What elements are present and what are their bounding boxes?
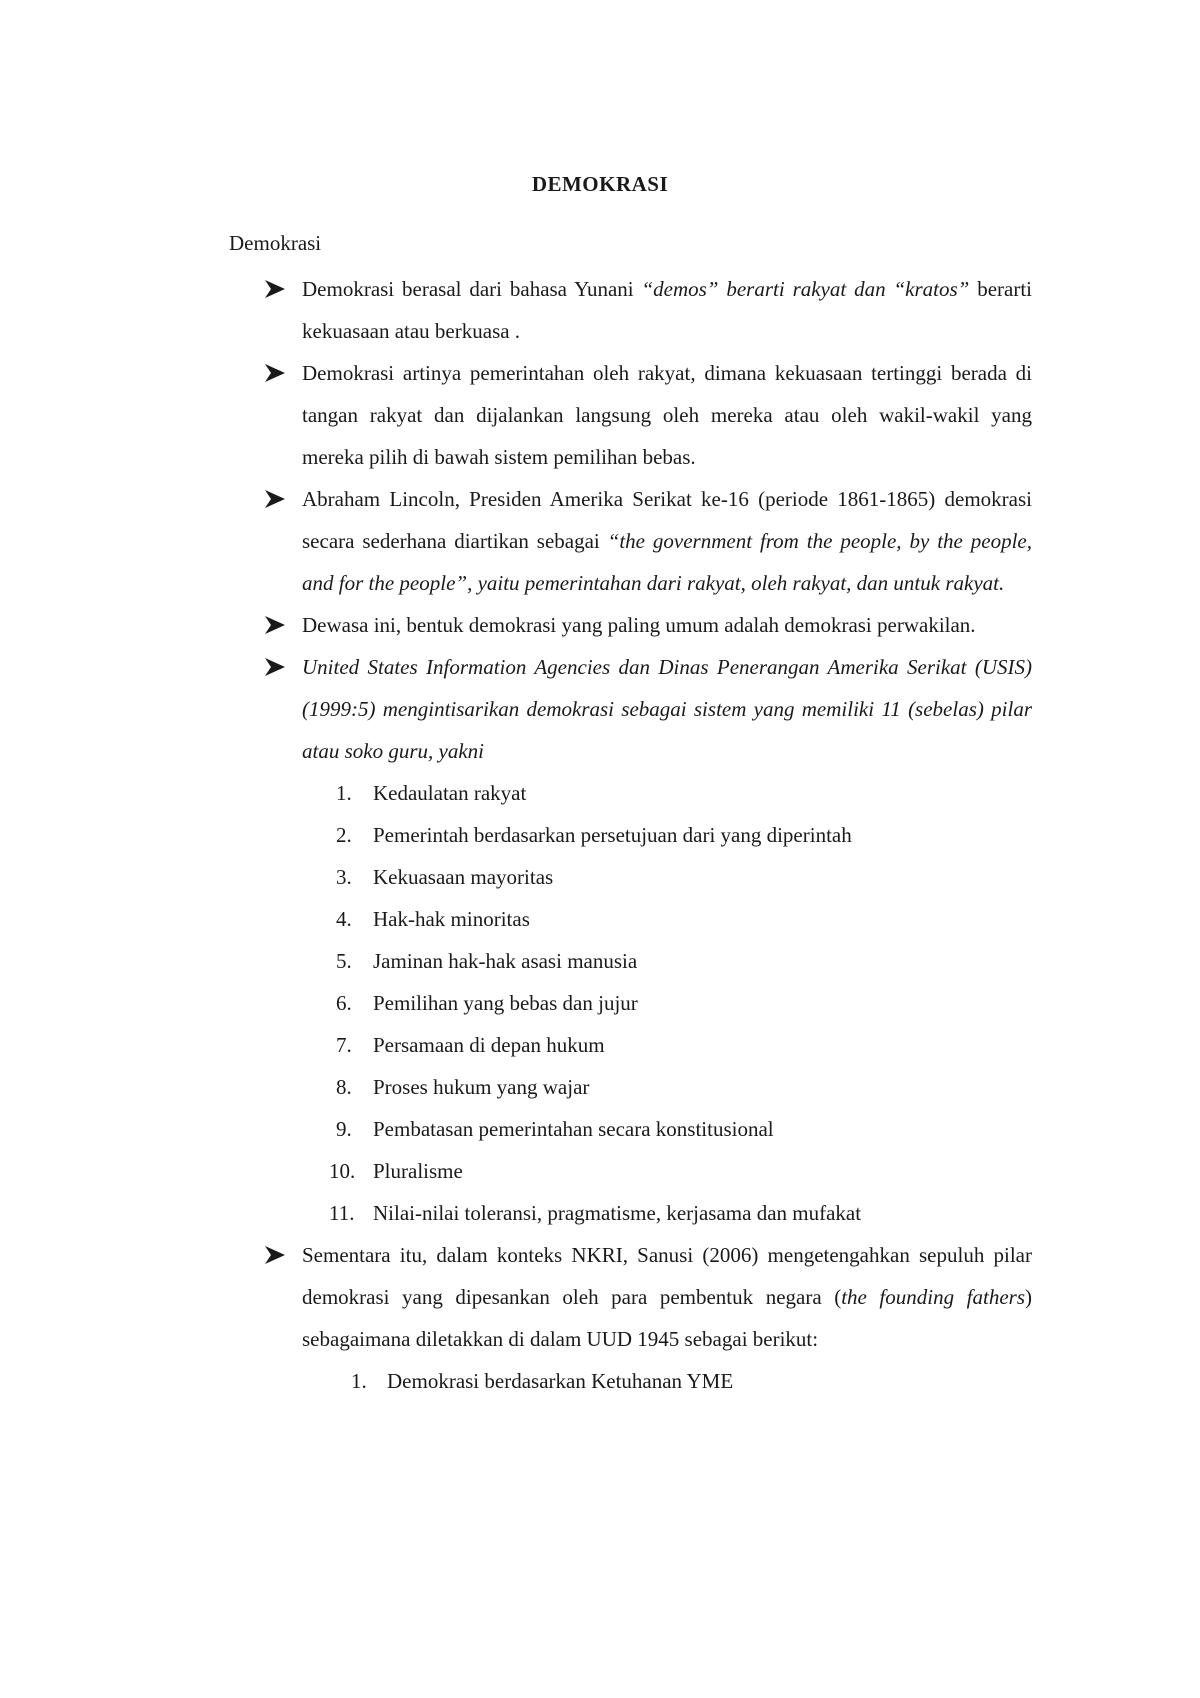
text-run-italic: “the government from the people, by the people, and for the people”, yaitu pemerintahan dari rakyat, oleh rakyat, dan untuk rakyat. [302, 529, 1032, 595]
bullet-text [302, 487, 1032, 595]
list-item-text: Persamaan di depan hukum [373, 1033, 605, 1057]
bullet-item [264, 268, 1032, 352]
bullet-text [302, 613, 976, 637]
bullet-item [264, 604, 1032, 646]
list-item [264, 1192, 1032, 1234]
list-number: 7. [336, 1033, 352, 1057]
list-item-text: Pemilihan yang bebas dan jujur [373, 991, 638, 1015]
arrowhead-bullet-icon [264, 352, 288, 394]
list-item [264, 1360, 1032, 1402]
arrowhead-bullet-icon [264, 268, 288, 310]
list-number: 1. [351, 1369, 367, 1393]
bullet-item [264, 478, 1032, 604]
bullet-item [264, 352, 1032, 478]
list-number: 10. [329, 1159, 356, 1183]
text-run: Dewasa ini, bentuk demokrasi yang paling umum adalah demokrasi perwakilan. [302, 613, 976, 637]
section-heading: Demokrasi [229, 231, 322, 255]
list-item [264, 814, 1032, 856]
list-number: 11. [329, 1201, 355, 1225]
text-run: Abraham Lincoln, Presiden Amerika Serikat ke-16 (periode 1861-1865) demokrasi secara sederhana diartikan sebagai [302, 487, 1032, 553]
list-item [264, 1108, 1032, 1150]
list-item-text: Kedaulatan rakyat [373, 781, 527, 805]
list-number: 4. [336, 907, 352, 931]
arrowhead-bullet-icon [264, 1234, 288, 1276]
list-number: 3. [336, 865, 352, 889]
list-item-text: Nilai-nilai toleransi, pragmatisme, kerjasama dan mufakat [373, 1201, 862, 1225]
text-run-italic: “demos” berarti rakyat dan “kratos” [641, 277, 970, 301]
list-item-text: Jaminan hak-hak asasi manusia [373, 949, 638, 973]
arrowhead-bullet-icon [264, 478, 288, 520]
list-number: 1. [336, 781, 352, 805]
list-item-text: Kekuasaan mayoritas [373, 865, 554, 889]
list-number: 5. [336, 949, 352, 973]
numbered-list-container [264, 1360, 1032, 1402]
list-item [264, 1150, 1032, 1192]
list-item [264, 940, 1032, 982]
bullet-text [302, 361, 1032, 469]
bullet-text [302, 1243, 1032, 1351]
list-item-text: Pemerintah berdasarkan persetujuan dari yang diperintah [373, 823, 852, 847]
page-title: DEMOKRASI [531, 172, 669, 196]
list-item-text: Pembatasan pemerintahan secara konstitusional [373, 1117, 774, 1141]
bullet-item [264, 1234, 1032, 1360]
list-item [264, 898, 1032, 940]
bullet-item [264, 646, 1032, 772]
list-number: 9. [336, 1117, 352, 1141]
text-run: ) sebagaimana diletakkan di dalam UUD 1945 sebagai berikut: [302, 1285, 1032, 1351]
list-item [264, 856, 1032, 898]
list-item [264, 772, 1032, 814]
text-run: berarti kekuasaan atau berkuasa . [302, 277, 1032, 343]
text-run-italic: United States Information Agencies dan Dinas Penerangan Amerika Serikat (USIS) (1999:5) mengintisarikan demokrasi sebagai sistem yang memiliki 11 (sebelas) pilar atau soko guru, yakni [302, 655, 1032, 763]
list-item [264, 1066, 1032, 1108]
founding-pillars-list [264, 1360, 1032, 1402]
list-item-text: Proses hukum yang wajar [373, 1075, 590, 1099]
text-run: Demokrasi berasal dari bahasa Yunani [302, 277, 642, 301]
arrowhead-bullet-icon [264, 646, 288, 688]
list-item-text: Hak-hak minoritas [373, 907, 530, 931]
list-item-text: Demokrasi berdasarkan Ketuhanan YME [387, 1369, 734, 1393]
bullet-list [264, 268, 1032, 1402]
numbered-list-container [264, 772, 1032, 1234]
list-item [264, 1024, 1032, 1066]
pillars-list [264, 772, 1032, 1234]
bullet-text [302, 277, 1032, 343]
list-item-text: Pluralisme [373, 1159, 463, 1183]
arrowhead-bullet-icon [264, 604, 288, 646]
list-number: 8. [336, 1075, 352, 1099]
text-run: Sementara itu, dalam konteks NKRI, Sanusi (2006) mengetengahkan sepuluh pilar demokrasi yang dipesankan oleh para pembentuk negara ( [302, 1243, 1032, 1309]
bullet-text [302, 655, 1032, 763]
list-number: 2. [336, 823, 352, 847]
list-number: 6. [336, 991, 352, 1015]
text-run-italic: the founding fathers [841, 1285, 1025, 1309]
text-run: Demokrasi artinya pemerintahan oleh rakyat, dimana kekuasaan tertinggi berada di tangan rakyat dan dijalankan langsung oleh mereka atau oleh wakil-wakil yang mereka pilih di bawah sistem pemilihan bebas. [302, 361, 1032, 469]
list-item [264, 982, 1032, 1024]
